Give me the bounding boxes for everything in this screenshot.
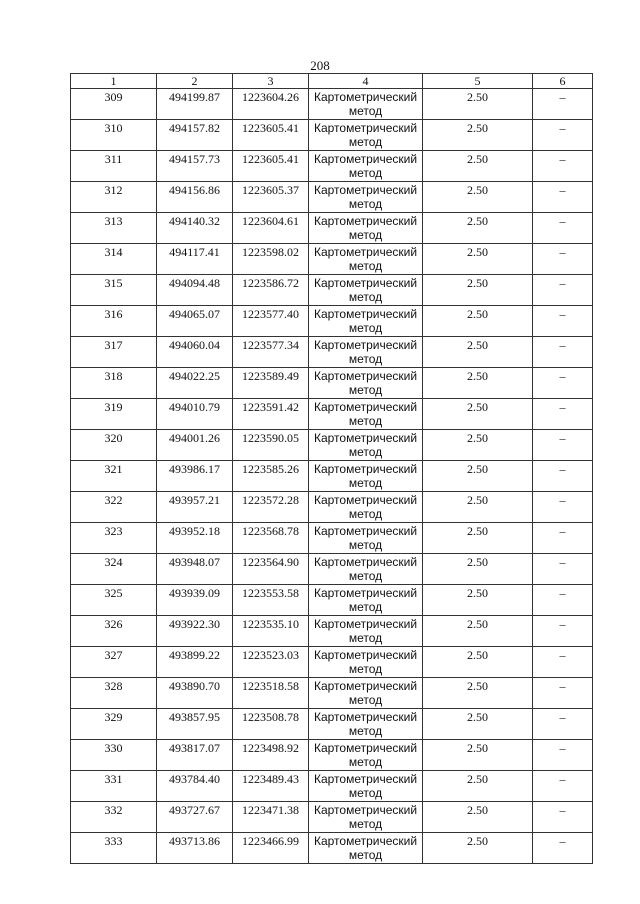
point-number-cell: 329 bbox=[71, 709, 157, 740]
column-header: 4 bbox=[309, 74, 423, 89]
note-cell: – bbox=[533, 151, 593, 182]
column-header: 2 bbox=[157, 74, 233, 89]
method-cell: Картометрический метод bbox=[309, 709, 423, 740]
accuracy-cell: 2.50 bbox=[423, 306, 533, 337]
note-cell: – bbox=[533, 461, 593, 492]
point-number-cell: 333 bbox=[71, 833, 157, 864]
y-coordinate-cell: 1223498.92 bbox=[233, 740, 309, 771]
point-number-cell: 311 bbox=[71, 151, 157, 182]
point-number-cell: 318 bbox=[71, 368, 157, 399]
point-number-cell: 313 bbox=[71, 213, 157, 244]
method-cell: Картометрический метод bbox=[309, 275, 423, 306]
table-row bbox=[71, 740, 593, 771]
note-cell: – bbox=[533, 802, 593, 833]
point-number-cell: 330 bbox=[71, 740, 157, 771]
note-cell: – bbox=[533, 647, 593, 678]
point-number-cell: 325 bbox=[71, 585, 157, 616]
accuracy-cell: 2.50 bbox=[423, 120, 533, 151]
method-cell: Картометрический метод bbox=[309, 337, 423, 368]
note-cell: – bbox=[533, 771, 593, 802]
accuracy-cell: 2.50 bbox=[423, 585, 533, 616]
header-row bbox=[71, 74, 593, 89]
y-coordinate-cell: 1223605.41 bbox=[233, 151, 309, 182]
method-cell: Картометрический метод bbox=[309, 151, 423, 182]
method-cell: Картометрический метод bbox=[309, 585, 423, 616]
method-cell: Картометрический метод bbox=[309, 399, 423, 430]
point-number-cell: 324 bbox=[71, 554, 157, 585]
table-row bbox=[71, 368, 593, 399]
y-coordinate-cell: 1223604.61 bbox=[233, 213, 309, 244]
accuracy-cell: 2.50 bbox=[423, 678, 533, 709]
table-row bbox=[71, 709, 593, 740]
x-coordinate-cell: 494094.48 bbox=[157, 275, 233, 306]
x-coordinate-cell: 493948.07 bbox=[157, 554, 233, 585]
x-coordinate-cell: 494001.26 bbox=[157, 430, 233, 461]
method-cell: Картометрический метод bbox=[309, 678, 423, 709]
y-coordinate-cell: 1223591.42 bbox=[233, 399, 309, 430]
y-coordinate-cell: 1223489.43 bbox=[233, 771, 309, 802]
table-row bbox=[71, 430, 593, 461]
point-number-cell: 320 bbox=[71, 430, 157, 461]
accuracy-cell: 2.50 bbox=[423, 802, 533, 833]
table-row bbox=[71, 678, 593, 709]
coordinates-table bbox=[70, 73, 593, 864]
accuracy-cell: 2.50 bbox=[423, 244, 533, 275]
point-number-cell: 316 bbox=[71, 306, 157, 337]
x-coordinate-cell: 494140.32 bbox=[157, 213, 233, 244]
method-cell: Картометрический метод bbox=[309, 492, 423, 523]
y-coordinate-cell: 1223586.72 bbox=[233, 275, 309, 306]
table-row bbox=[71, 306, 593, 337]
table-body bbox=[71, 89, 593, 864]
note-cell: – bbox=[533, 554, 593, 585]
method-cell: Картометрический метод bbox=[309, 740, 423, 771]
note-cell: – bbox=[533, 709, 593, 740]
table-row bbox=[71, 337, 593, 368]
point-number-cell: 315 bbox=[71, 275, 157, 306]
point-number-cell: 321 bbox=[71, 461, 157, 492]
x-coordinate-cell: 494065.07 bbox=[157, 306, 233, 337]
x-coordinate-cell: 493986.17 bbox=[157, 461, 233, 492]
table-row bbox=[71, 616, 593, 647]
point-number-cell: 328 bbox=[71, 678, 157, 709]
note-cell: – bbox=[533, 585, 593, 616]
x-coordinate-cell: 494022.25 bbox=[157, 368, 233, 399]
y-coordinate-cell: 1223572.28 bbox=[233, 492, 309, 523]
accuracy-cell: 2.50 bbox=[423, 740, 533, 771]
table-row bbox=[71, 213, 593, 244]
accuracy-cell: 2.50 bbox=[423, 833, 533, 864]
accuracy-cell: 2.50 bbox=[423, 554, 533, 585]
point-number-cell: 319 bbox=[71, 399, 157, 430]
column-header: 3 bbox=[233, 74, 309, 89]
x-coordinate-cell: 493784.40 bbox=[157, 771, 233, 802]
y-coordinate-cell: 1223508.78 bbox=[233, 709, 309, 740]
accuracy-cell: 2.50 bbox=[423, 709, 533, 740]
y-coordinate-cell: 1223585.26 bbox=[233, 461, 309, 492]
method-cell: Картометрический метод bbox=[309, 89, 423, 120]
note-cell: – bbox=[533, 616, 593, 647]
y-coordinate-cell: 1223577.40 bbox=[233, 306, 309, 337]
accuracy-cell: 2.50 bbox=[423, 461, 533, 492]
accuracy-cell: 2.50 bbox=[423, 182, 533, 213]
table-row bbox=[71, 244, 593, 275]
x-coordinate-cell: 494157.82 bbox=[157, 120, 233, 151]
note-cell: – bbox=[533, 120, 593, 151]
note-cell: – bbox=[533, 213, 593, 244]
accuracy-cell: 2.50 bbox=[423, 151, 533, 182]
y-coordinate-cell: 1223568.78 bbox=[233, 523, 309, 554]
method-cell: Картометрический метод bbox=[309, 244, 423, 275]
y-coordinate-cell: 1223604.26 bbox=[233, 89, 309, 120]
table-row bbox=[71, 182, 593, 213]
x-coordinate-cell: 494199.87 bbox=[157, 89, 233, 120]
accuracy-cell: 2.50 bbox=[423, 399, 533, 430]
y-coordinate-cell: 1223598.02 bbox=[233, 244, 309, 275]
method-cell: Картометрический метод bbox=[309, 771, 423, 802]
point-number-cell: 323 bbox=[71, 523, 157, 554]
accuracy-cell: 2.50 bbox=[423, 492, 533, 523]
note-cell: – bbox=[533, 492, 593, 523]
method-cell: Картометрический метод bbox=[309, 120, 423, 151]
note-cell: – bbox=[533, 89, 593, 120]
x-coordinate-cell: 493939.09 bbox=[157, 585, 233, 616]
y-coordinate-cell: 1223518.58 bbox=[233, 678, 309, 709]
x-coordinate-cell: 493890.70 bbox=[157, 678, 233, 709]
method-cell: Картометрический метод bbox=[309, 802, 423, 833]
method-cell: Картометрический метод bbox=[309, 616, 423, 647]
accuracy-cell: 2.50 bbox=[423, 523, 533, 554]
method-cell: Картометрический метод bbox=[309, 833, 423, 864]
y-coordinate-cell: 1223605.37 bbox=[233, 182, 309, 213]
table-row bbox=[71, 461, 593, 492]
y-coordinate-cell: 1223564.90 bbox=[233, 554, 309, 585]
note-cell: – bbox=[533, 678, 593, 709]
note-cell: – bbox=[533, 833, 593, 864]
method-cell: Картометрический метод bbox=[309, 461, 423, 492]
point-number-cell: 332 bbox=[71, 802, 157, 833]
x-coordinate-cell: 493857.95 bbox=[157, 709, 233, 740]
note-cell: – bbox=[533, 306, 593, 337]
accuracy-cell: 2.50 bbox=[423, 89, 533, 120]
accuracy-cell: 2.50 bbox=[423, 337, 533, 368]
point-number-cell: 312 bbox=[71, 182, 157, 213]
accuracy-cell: 2.50 bbox=[423, 213, 533, 244]
note-cell: – bbox=[533, 523, 593, 554]
table-row bbox=[71, 120, 593, 151]
table-row bbox=[71, 802, 593, 833]
note-cell: – bbox=[533, 275, 593, 306]
page-number: 208 bbox=[310, 58, 330, 73]
method-cell: Картометрический метод bbox=[309, 306, 423, 337]
table-row bbox=[71, 151, 593, 182]
table-row bbox=[71, 89, 593, 120]
y-coordinate-cell: 1223535.10 bbox=[233, 616, 309, 647]
column-header: 1 bbox=[71, 74, 157, 89]
accuracy-cell: 2.50 bbox=[423, 771, 533, 802]
note-cell: – bbox=[533, 740, 593, 771]
x-coordinate-cell: 493727.67 bbox=[157, 802, 233, 833]
method-cell: Картометрический метод bbox=[309, 647, 423, 678]
table-row bbox=[71, 492, 593, 523]
y-coordinate-cell: 1223590.05 bbox=[233, 430, 309, 461]
note-cell: – bbox=[533, 430, 593, 461]
table-row bbox=[71, 771, 593, 802]
table-row bbox=[71, 833, 593, 864]
x-coordinate-cell: 493952.18 bbox=[157, 523, 233, 554]
accuracy-cell: 2.50 bbox=[423, 616, 533, 647]
note-cell: – bbox=[533, 244, 593, 275]
note-cell: – bbox=[533, 368, 593, 399]
x-coordinate-cell: 494060.04 bbox=[157, 337, 233, 368]
note-cell: – bbox=[533, 399, 593, 430]
point-number-cell: 331 bbox=[71, 771, 157, 802]
point-number-cell: 310 bbox=[71, 120, 157, 151]
x-coordinate-cell: 493899.22 bbox=[157, 647, 233, 678]
column-header: 5 bbox=[423, 74, 533, 89]
note-cell: – bbox=[533, 337, 593, 368]
method-cell: Картометрический метод bbox=[309, 523, 423, 554]
method-cell: Картометрический метод bbox=[309, 213, 423, 244]
table-row bbox=[71, 554, 593, 585]
x-coordinate-cell: 493957.21 bbox=[157, 492, 233, 523]
point-number-cell: 309 bbox=[71, 89, 157, 120]
point-number-cell: 314 bbox=[71, 244, 157, 275]
accuracy-cell: 2.50 bbox=[423, 647, 533, 678]
table-row bbox=[71, 585, 593, 616]
method-cell: Картометрический метод bbox=[309, 430, 423, 461]
y-coordinate-cell: 1223577.34 bbox=[233, 337, 309, 368]
method-cell: Картометрический метод bbox=[309, 368, 423, 399]
point-number-cell: 326 bbox=[71, 616, 157, 647]
point-number-cell: 317 bbox=[71, 337, 157, 368]
y-coordinate-cell: 1223471.38 bbox=[233, 802, 309, 833]
accuracy-cell: 2.50 bbox=[423, 430, 533, 461]
y-coordinate-cell: 1223589.49 bbox=[233, 368, 309, 399]
accuracy-cell: 2.50 bbox=[423, 368, 533, 399]
x-coordinate-cell: 493922.30 bbox=[157, 616, 233, 647]
accuracy-cell: 2.50 bbox=[423, 275, 533, 306]
point-number-cell: 327 bbox=[71, 647, 157, 678]
x-coordinate-cell: 493713.86 bbox=[157, 833, 233, 864]
method-cell: Картометрический метод bbox=[309, 554, 423, 585]
x-coordinate-cell: 493817.07 bbox=[157, 740, 233, 771]
table-row bbox=[71, 647, 593, 678]
x-coordinate-cell: 494117.41 bbox=[157, 244, 233, 275]
method-cell: Картометрический метод bbox=[309, 182, 423, 213]
table-row bbox=[71, 275, 593, 306]
note-cell: – bbox=[533, 182, 593, 213]
column-header: 6 bbox=[533, 74, 593, 89]
y-coordinate-cell: 1223553.58 bbox=[233, 585, 309, 616]
x-coordinate-cell: 494156.86 bbox=[157, 182, 233, 213]
x-coordinate-cell: 494157.73 bbox=[157, 151, 233, 182]
y-coordinate-cell: 1223605.41 bbox=[233, 120, 309, 151]
y-coordinate-cell: 1223466.99 bbox=[233, 833, 309, 864]
table-row bbox=[71, 523, 593, 554]
point-number-cell: 322 bbox=[71, 492, 157, 523]
x-coordinate-cell: 494010.79 bbox=[157, 399, 233, 430]
y-coordinate-cell: 1223523.03 bbox=[233, 647, 309, 678]
table-row bbox=[71, 399, 593, 430]
